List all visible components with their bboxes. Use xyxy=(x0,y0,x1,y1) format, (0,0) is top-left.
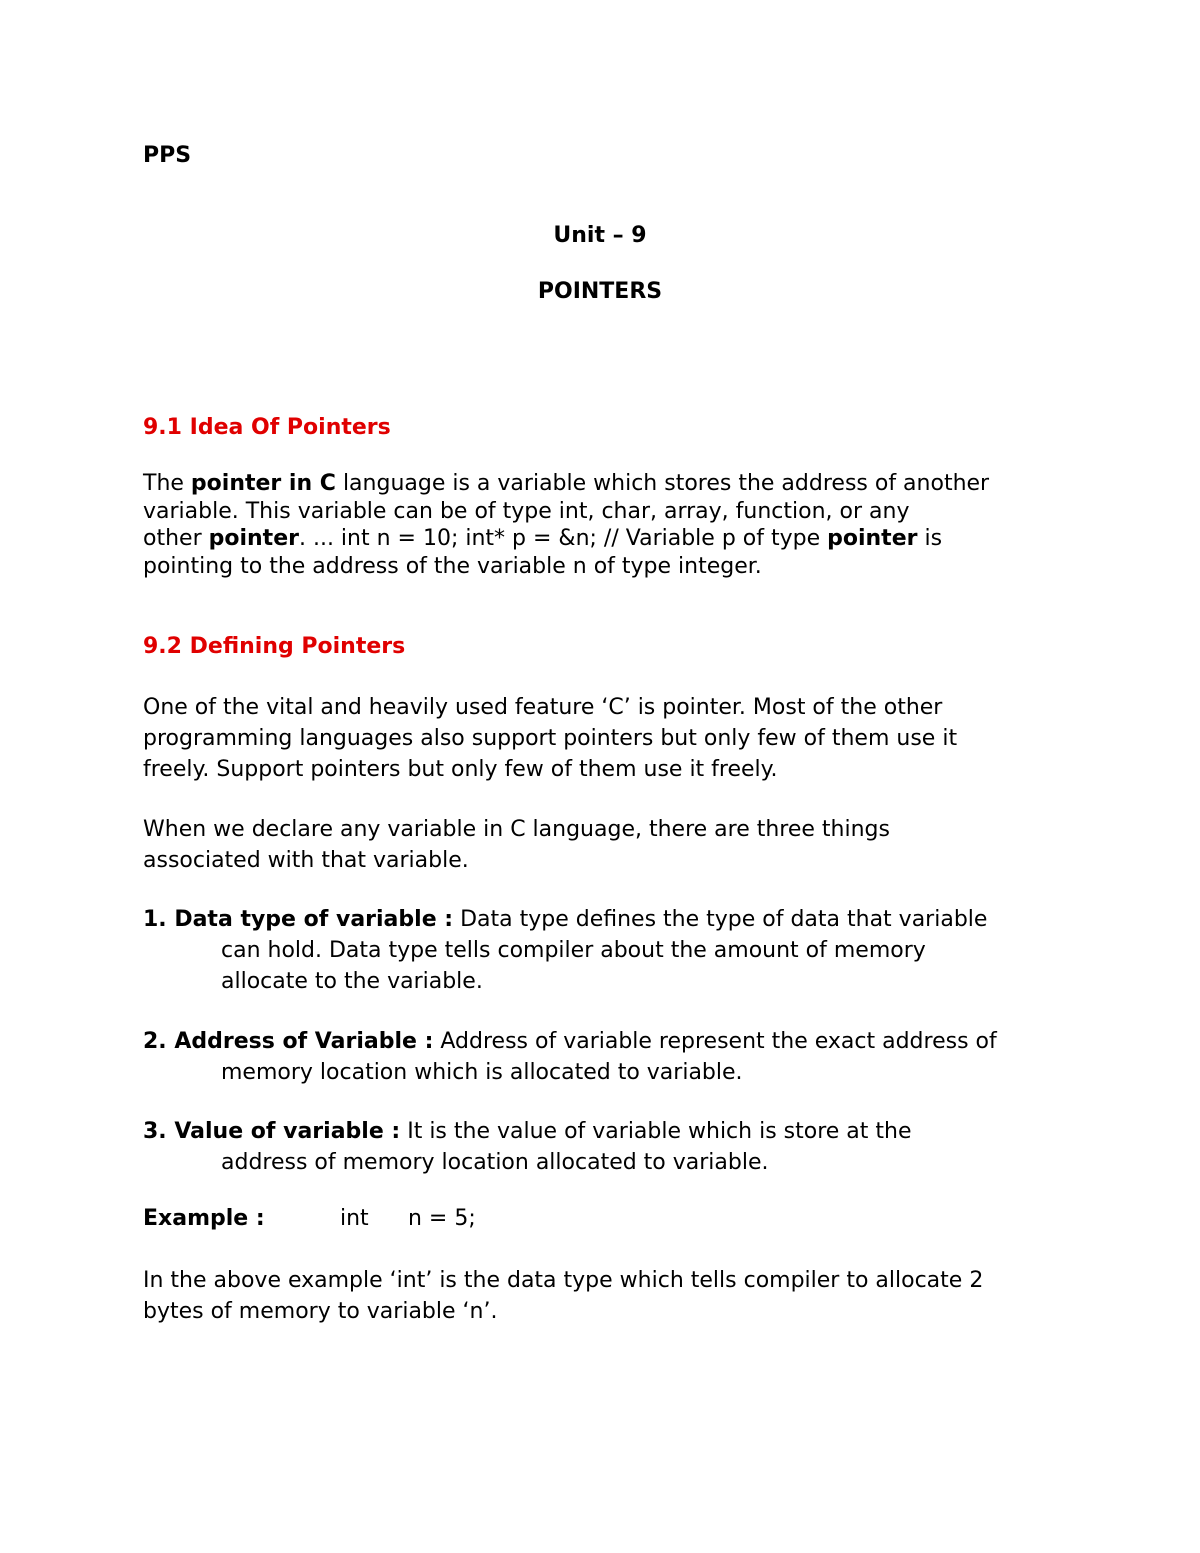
bold-term: pointer xyxy=(827,526,918,551)
course-title: PPS xyxy=(143,143,192,168)
list-item-continuation: memory location which is allocated to variable. xyxy=(221,1060,743,1085)
list-item-continuation: allocate to the variable. xyxy=(221,969,483,994)
list-item-first-line xyxy=(143,904,1073,935)
section-heading-idea-of-pointers: 9.1 Idea Of Pointers xyxy=(143,415,391,440)
paragraph-line: One of the vital and heavily used feature ‘C’ is pointer. Most of the other xyxy=(143,695,943,720)
list-item-data-type xyxy=(143,904,1073,997)
list-item-continuation: address of memory location allocated to variable. xyxy=(221,1150,769,1175)
unit-title: Unit – 9 xyxy=(553,223,647,248)
bold-term: pointer xyxy=(208,526,299,551)
paragraph-line: bytes of memory to variable ‘n’. xyxy=(143,1299,498,1324)
text-run: Address of variable represent the exact address of xyxy=(433,1029,997,1054)
section-heading-defining-pointers: 9.2 Defining Pointers xyxy=(143,634,406,659)
bold-term: pointer in C xyxy=(190,471,336,496)
list-item-first-line xyxy=(143,1116,1073,1147)
list-item-address xyxy=(143,1026,1073,1088)
list-item-continuation: can hold. Data type tells compiler about the amount of memory xyxy=(221,938,926,963)
text-run: . ... int n = 10; int* p = &n; // Variable p of type xyxy=(298,526,828,551)
example-label: Example : xyxy=(143,1206,265,1231)
paragraph-line: pointing to the address of the variable n of type integer. xyxy=(143,553,762,579)
paragraph-line: associated with that variable. xyxy=(143,848,469,873)
list-item-value xyxy=(143,1116,1073,1178)
paragraph-pointer-definition xyxy=(143,470,1073,580)
paragraph-line xyxy=(143,470,1073,498)
text-run: It is the value of variable which is store at the xyxy=(400,1119,912,1144)
text-run: The xyxy=(143,471,191,496)
example-type: int xyxy=(340,1206,369,1231)
paragraph-example-explanation xyxy=(143,1265,1073,1327)
example-statement: n = 5; xyxy=(408,1206,476,1231)
paragraph-line xyxy=(143,525,1073,553)
topic-title: POINTERS xyxy=(537,279,663,304)
paragraph-line: In the above example ‘int’ is the data type which tells compiler to allocate 2 xyxy=(143,1268,984,1293)
paragraph-line: variable. This variable can be of type int, char, array, function, or any xyxy=(143,498,910,524)
text-run: language is a variable which stores the address of another xyxy=(335,471,990,496)
paragraph-vital-feature xyxy=(143,692,1073,785)
paragraph-line: freely. Support pointers but only few of them use it freely. xyxy=(143,757,778,782)
list-item-first-line xyxy=(143,1026,1073,1057)
paragraph-line: When we declare any variable in C language, there are three things xyxy=(143,817,890,842)
text-run: Data type defines the type of data that variable xyxy=(453,907,988,932)
paragraph-line: programming languages also support pointers but only few of them use it xyxy=(143,726,958,751)
list-item-lead: 2. Address of Variable : xyxy=(143,1029,434,1054)
list-item-lead: 3. Value of variable : xyxy=(143,1119,401,1144)
list-item-lead: 1. Data type of variable : xyxy=(143,907,454,932)
text-run: other xyxy=(143,526,209,551)
text-run: is xyxy=(917,526,943,551)
paragraph-three-things xyxy=(143,814,1073,876)
